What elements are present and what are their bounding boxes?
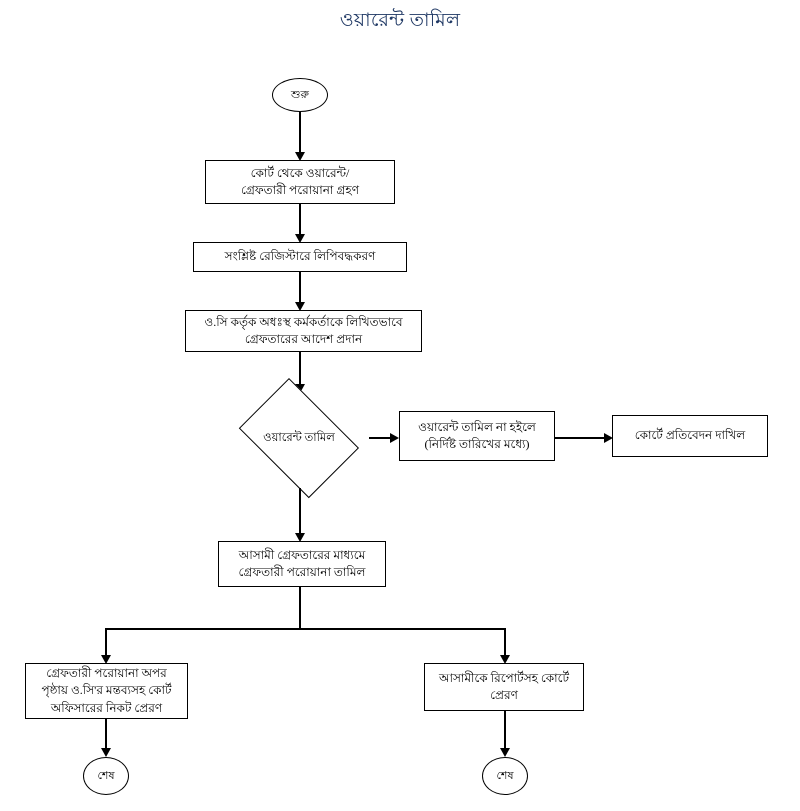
receive-warrant-line1: কোর্ট থেকে ওয়ারেন্ট/ xyxy=(250,165,350,180)
node-execute-warrant xyxy=(218,541,386,587)
send-copy-line3: অফিসারের নিকট প্রেরণ xyxy=(50,700,163,715)
edge-start-to-receive xyxy=(299,112,301,154)
edge-decision-to-not-executed xyxy=(369,437,392,439)
end-left-label: শেষ xyxy=(97,769,115,782)
execute-line2: গ্রেফতারী পরোয়ানা তামিল xyxy=(238,565,366,579)
page-title: ওয়ারেন্ট তামিল xyxy=(339,10,461,31)
edge-execute-split xyxy=(105,628,505,630)
edge-register-to-oc-order xyxy=(299,272,301,304)
edge-oc-order-to-decision xyxy=(299,352,301,386)
receive-warrant-line2: গ্রেফতারী পরোয়ানা গ্রহণ xyxy=(241,183,359,197)
edge-send-accused-to-end xyxy=(504,711,506,752)
not-executed-line2: (নির্দিষ্ট তারিখের মধ্যে) xyxy=(424,437,530,451)
node-receive-warrant xyxy=(205,160,395,204)
send-copy-line2: পৃষ্ঠায় ও.সি'র মন্তব্যসহ কোর্ট xyxy=(41,683,172,698)
execute-line1: আসামী গ্রেফতারের মাধ্যমে xyxy=(238,547,366,562)
arrowhead-send-copy-to-end xyxy=(101,748,111,757)
not-executed-line1: ওয়ারেন্ট তামিল না হইলে xyxy=(418,419,536,434)
arrowhead-send-accused-to-end xyxy=(500,748,510,757)
register-entry-label: সংশ্লিষ্ট রেজিস্টারে লিপিবদ্ধকরণ xyxy=(224,249,376,264)
node-send-copy-to-court-officer xyxy=(25,663,188,719)
decision-label: ওয়ারেন্ট তামিল xyxy=(263,431,335,444)
send-copy-line1: গ্রেফতারী পরোয়ানা অপর xyxy=(46,665,167,680)
arrowhead-decision-to-not-executed xyxy=(390,433,399,443)
end-right-label: শেষ xyxy=(496,769,514,782)
node-not-executed xyxy=(399,411,555,461)
node-send-accused-to-court xyxy=(424,663,584,711)
node-oc-order xyxy=(185,310,422,352)
oc-order-line2: গ্রেফতারের আদেশ প্রদান xyxy=(244,332,363,346)
edge-receive-to-register xyxy=(299,204,301,236)
end-terminator-left xyxy=(83,757,129,795)
decision-warrant-executed xyxy=(229,388,369,488)
node-report-to-court xyxy=(612,415,768,457)
oc-order-line1: ও.সি কর্তৃক অধঃস্থ কর্মকর্তাকে লিখিতভাবে xyxy=(204,314,403,329)
send-accused-line1: আসামীকে রিপোর্টসহ কোর্টে xyxy=(438,670,570,685)
report-to-court-label: কোর্টে প্রতিবেদন দাখিল xyxy=(634,428,746,443)
start-label: শুরু xyxy=(291,88,309,101)
edge-execute-down xyxy=(299,587,301,629)
send-accused-line2: প্রেরণ xyxy=(490,688,518,702)
start-terminator xyxy=(272,78,328,112)
end-terminator-right xyxy=(482,757,528,795)
edge-decision-to-execute xyxy=(299,488,301,537)
edge-not-executed-to-report xyxy=(555,437,609,439)
node-register-entry xyxy=(193,242,407,272)
